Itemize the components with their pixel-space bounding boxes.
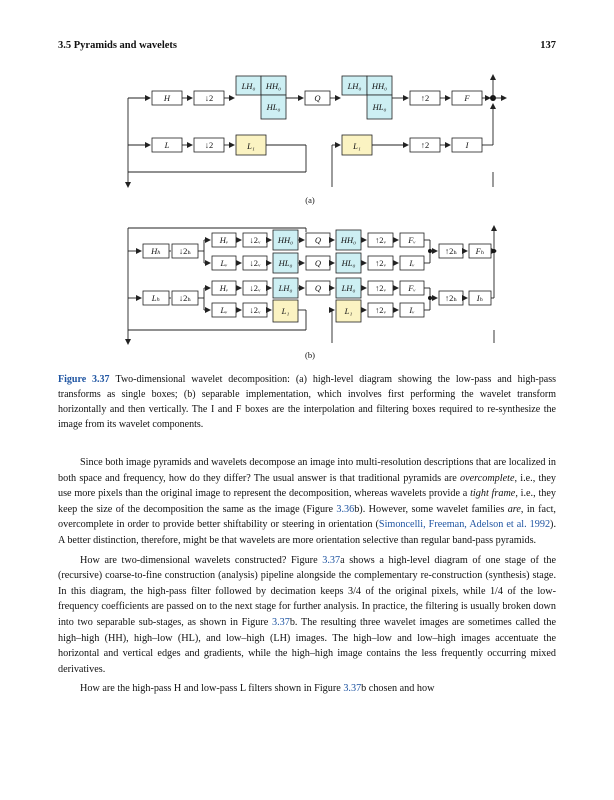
- wavelet-figure: [0, 0, 614, 365]
- p2-text-b: a shows a high-level diagram of one stage of the (recursive) coarse-to-fine construction (analysis) pipeline alongside the complementary re-construction (synthesis) stage. In this diagram, the high-pass filter followed by decimation keeps 3/4 of the original pixels, while 1/4 of the low-frequency coefficients are passed on to the next stage for further analysis. In practice, the filtering is usually broken down into two separable sub-stages, as shown in Figure: [58, 554, 557, 628]
- body-text: [58, 455, 556, 697]
- b-Q-label-1: Q: [314, 235, 322, 245]
- a-up2-label: ↑2: [420, 93, 430, 103]
- b-HH0-out-label: HH₀: [340, 235, 357, 245]
- p3-figure-ref[interactable]: 3.37: [343, 683, 362, 695]
- b-HH0-label: HH₀: [277, 235, 294, 245]
- b-Hh-label: Hₕ: [151, 246, 161, 256]
- b-down2v-label-1: ↓2ᵥ: [249, 235, 261, 245]
- b-down2h-label: ↓2ₕ: [178, 246, 192, 256]
- b-down2v-label-4: ↓2ᵥ: [249, 305, 261, 315]
- p1-tight-frame: tight frame: [470, 488, 516, 500]
- b-Q-label-3: Q: [314, 283, 322, 293]
- p3-text-b: b chosen and how: [361, 683, 435, 695]
- a-H-label: H: [163, 93, 171, 103]
- figure-number: Figure 3.37: [58, 374, 110, 385]
- figure-caption: [58, 372, 556, 432]
- panel-a: [128, 75, 506, 205]
- b-Iv-label-2: Iᵥ: [409, 258, 415, 268]
- a-LH0-label: LH₀: [241, 81, 256, 91]
- b-L1-label: L₁: [281, 306, 290, 316]
- b-Lh-label: Lₕ: [151, 293, 161, 303]
- a-HL0-out-label: HL₀: [372, 102, 387, 112]
- a-down2-label: ↓2: [204, 93, 214, 103]
- a-Q-label: Q: [314, 93, 321, 103]
- a-L1-out-label: L₁: [353, 141, 361, 151]
- b-Lv-label-2: Lᵥ: [220, 258, 228, 268]
- p1-text-e: , in fact, overcomplete in order to provide better shiftability or steering in orientation (: [58, 503, 556, 531]
- b-up2v-label-3: ↑2ᵥ: [375, 283, 386, 293]
- b-up2h-label-2: ↑2ₕ: [444, 293, 458, 303]
- p1-are: are: [507, 503, 521, 515]
- b-down2h-low-label: ↓2ₕ: [178, 293, 192, 303]
- page-number: 137: [540, 40, 556, 51]
- paragraph-3: [58, 681, 556, 697]
- a-HL0-label: HL₀: [266, 102, 281, 112]
- p3-text-a: How are the high-pass H and low-pass L filters shown in Figure: [80, 683, 344, 695]
- p1-text-f: ). A better distinction, therefore, might be that wavelets are more orientation selective than regular band-pass pyramids.: [58, 519, 556, 546]
- p2-text-c: b. The resulting three wavelet images are sometimes called the high–high (HH), high–low (HL), and low–high (LH) images. The high–low and low–high images accentuate the horizontal and vertical edges and gradients, while the high–high image contains the less frequently occurring mixed derivatives.: [58, 616, 556, 675]
- b-Q-label-2: Q: [314, 258, 322, 268]
- b-Fv-label-1: Fᵥ: [408, 235, 416, 245]
- b-up2v-label-2: ↑2ᵥ: [375, 258, 386, 268]
- p2-text-a: How are two-dimensional wavelets constructed? Figure: [80, 554, 323, 566]
- panel-b-label: (b): [305, 350, 315, 360]
- a-HH0-label: HH₀: [265, 81, 282, 91]
- p1-text-d: b). However, some wavelet families: [354, 503, 508, 515]
- a-up2-low-label: ↑2: [420, 140, 430, 150]
- p1-figure-ref[interactable]: 3.36: [336, 503, 355, 515]
- b-HL0-out-label: HL₀: [341, 258, 356, 268]
- b-down2v-label-2: ↓2ᵥ: [249, 258, 261, 268]
- b-LH0-label: LH₀: [278, 283, 293, 293]
- panel-b: [128, 226, 496, 360]
- b-Hv-label-3: Hᵥ: [219, 283, 229, 293]
- p1-text-a: Since both image pyramids and wavelets decompose an image into multi-resolution descriptions that are localized in both space and frequency, how do they differ? The usual answer is that traditional pyramids are: [58, 457, 556, 484]
- a-LH0-out-label: LH₀: [347, 81, 362, 91]
- b-Fv-label-3: Fᵥ: [408, 283, 416, 293]
- b-L1-out-label: L₁: [344, 306, 353, 316]
- b-Fh-label: Fₕ: [475, 246, 485, 256]
- a-down2-low-label: ↓2: [204, 140, 214, 150]
- b-up2v-label-4: ↑2ᵥ: [375, 305, 386, 315]
- b-LH0-out-label: LH₀: [341, 283, 356, 293]
- running-header-section: 3.5 Pyramids and wavelets: [58, 40, 177, 51]
- b-Hv-label-1: Hᵥ: [219, 235, 229, 245]
- p1-text-c: , i.e., they keep the size of the decomposition the same as the image (Figure: [58, 488, 556, 515]
- a-F-label: F: [464, 93, 470, 103]
- b-up2h-label-1: ↑2ₕ: [444, 246, 458, 256]
- b-HL0-label: HL₀: [278, 258, 293, 268]
- paragraph-1: [58, 455, 556, 549]
- a-L-label: L: [164, 140, 170, 150]
- panel-a-label: (a): [305, 195, 315, 205]
- p1-citation[interactable]: Simoncelli, Freeman, Adelson et al. 1992: [378, 519, 551, 531]
- p2-figure-ref-2[interactable]: 3.37: [272, 616, 290, 628]
- a-I-label: I: [465, 140, 469, 150]
- b-Lv-label-4: Lᵥ: [220, 305, 228, 315]
- b-up2v-label-1: ↑2ᵥ: [375, 235, 386, 245]
- p1-text-b: , i.e., they use more pixels than the original image to represent the decomposition, whereas wavelets provide a: [58, 472, 556, 500]
- p2-figure-ref-1[interactable]: 3.37: [322, 554, 341, 566]
- b-Ih-label: Iₕ: [476, 293, 484, 303]
- a-HH0-out-label: HH₀: [371, 81, 388, 91]
- b-Iv-label-4: Iᵥ: [409, 305, 415, 315]
- caption-text: Two-dimensional wavelet decomposition: (a) high-level diagram showing the low-pass and high-pass transforms as single boxes; (b) separable implementation, which involves first performing the wavelet transform horizontally and then vertically. The I and F boxes are the interpolation and filtering boxes required to re-synthesize the image from its wavelet components.: [58, 374, 556, 430]
- b-down2v-label-3: ↓2ᵥ: [249, 283, 261, 293]
- paragraph-2: [58, 553, 556, 678]
- a-L1-label: L₁: [247, 141, 255, 151]
- p1-overcomplete: overcomplete: [459, 472, 515, 484]
